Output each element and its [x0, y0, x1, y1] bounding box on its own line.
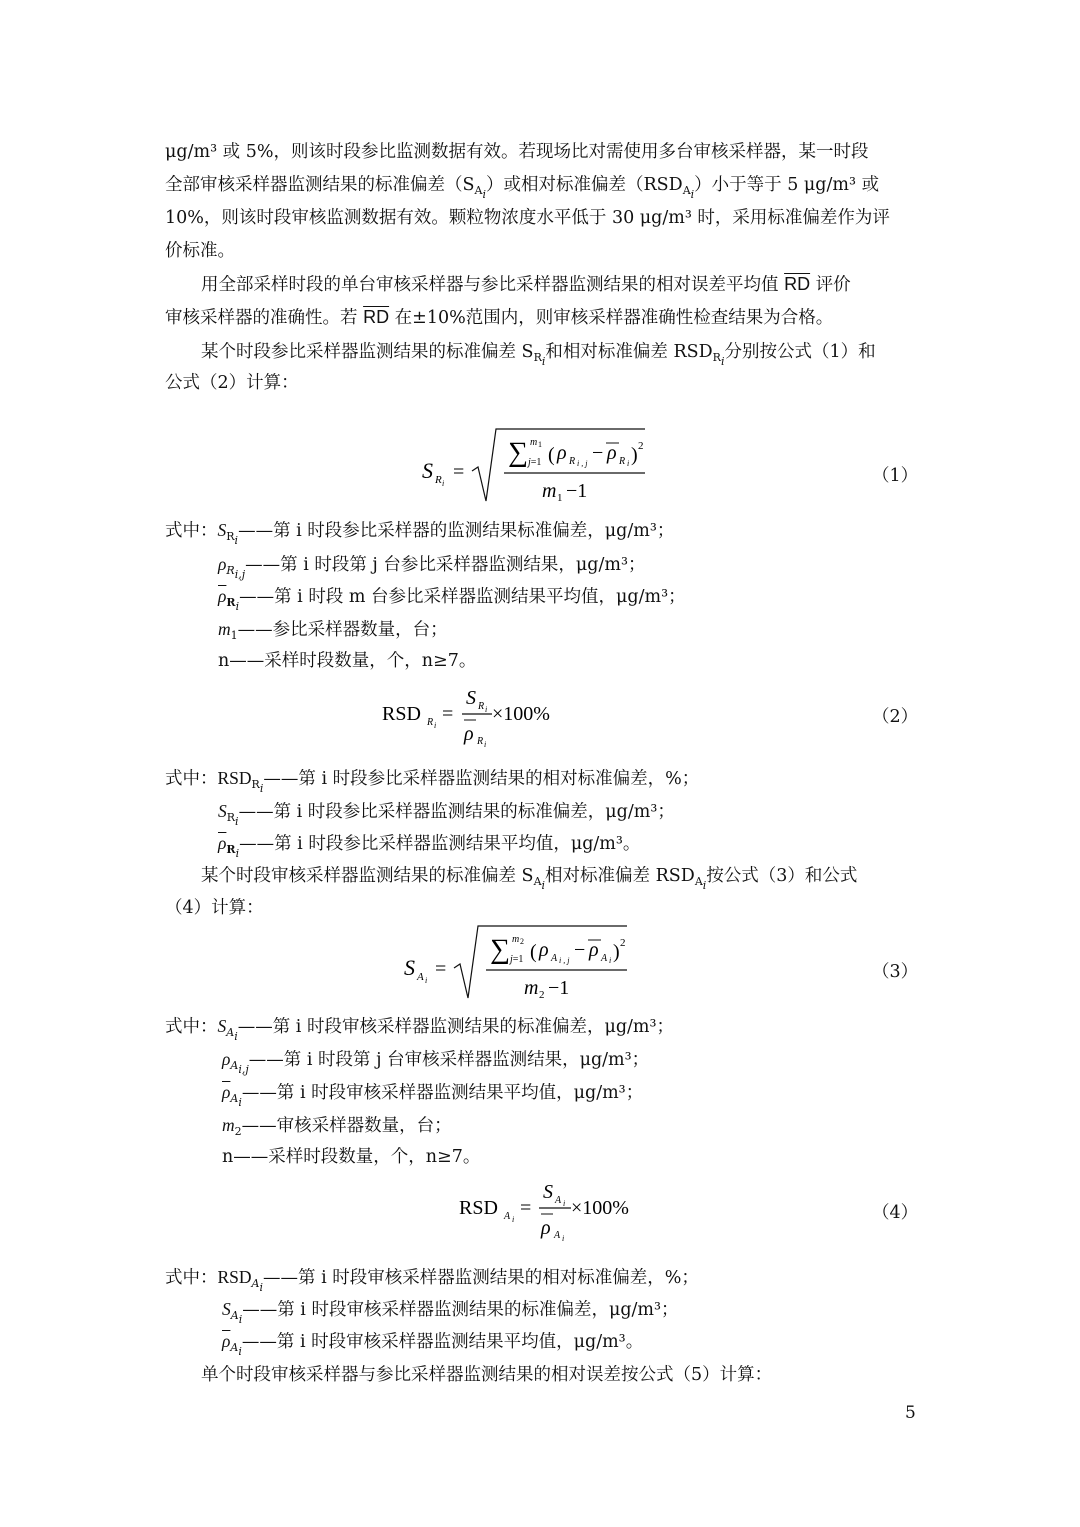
svg-text:=: =: [435, 958, 447, 980]
svg-text:A: A: [601, 953, 608, 964]
svg-text:ρ: ρ: [557, 442, 567, 464]
svg-text:1: 1: [538, 440, 542, 449]
formula-3: [402, 922, 642, 1002]
svg-text:m: m: [512, 934, 520, 945]
defs1-line4: $m_1——$参比采样器数量，台；: [218, 619, 448, 642]
formula-2: [380, 680, 580, 750]
svg-text:−1: −1: [548, 977, 570, 999]
defs1-line1: 式中：$S_{R_i}——$第 i 时段参比采样器的监测结果标准偏差，μg/m³；: [165, 520, 675, 547]
svg-text:i: i: [442, 479, 445, 488]
svg-text:ρ: ρ: [464, 723, 474, 745]
svg-text:i: i: [434, 721, 437, 730]
defs1-line3: $\overline{\rho}_{R_i}——$第 i 时段 m 台参比采样器监测结果平均值，μg/m³；: [218, 586, 686, 613]
para4-line1: 某个时段审核采样器监测结果的标准偏差 $S_{A_i}$相对标准偏差 $RSD_{A_i}$按公式（3）和公式: [201, 866, 858, 892]
defs4-line3: $\overline{\rho}_{A_i}——$第 i 时段审核采样器监测结果平均值，μg/m³。: [222, 1331, 644, 1358]
svg-text:A: A: [555, 1195, 562, 1206]
svg-text:S: S: [466, 687, 476, 709]
formula-2-number: （2）: [872, 707, 919, 727]
svg-text:R: R: [477, 736, 484, 747]
svg-text:S: S: [404, 955, 415, 980]
defs3-line2: $\rho_{A_{i,j}}——$第 i 时段第 j 台审核采样器监测结果，μg/m³；: [222, 1049, 650, 1076]
p3-line2: 公式（2）计算：: [165, 373, 299, 393]
svg-text:=: =: [520, 1197, 532, 1219]
svg-text:i: i: [627, 459, 630, 468]
formula-4: [457, 1176, 657, 1248]
svg-text:i: i: [563, 1199, 566, 1208]
svg-text:R: R: [569, 456, 576, 467]
defs3-line4: $m_2——$审核采样器数量，台；: [222, 1115, 452, 1138]
svg-text:i , j: i , j: [577, 459, 588, 468]
page-number: 5: [905, 1403, 916, 1423]
svg-text:R: R: [478, 701, 485, 712]
defs1-line2: $\rho_{R_{i,j}}——$第 i 时段第 j 台参比采样器监测结果，μg/m³；: [218, 554, 646, 581]
svg-text:2: 2: [620, 937, 626, 949]
svg-text:(: (: [530, 941, 537, 963]
formula-1: [420, 425, 660, 505]
svg-text:i: i: [562, 1234, 565, 1243]
svg-text:S: S: [543, 1181, 553, 1203]
svg-text:i: i: [609, 956, 612, 965]
p1-line2: 全部审核采样器监测结果的标准偏差$(S_{A_i})$或相对标准偏差$(RSD_{A_i})$小于等于 5 μg/m³ 或: [165, 175, 880, 201]
svg-text:i: i: [485, 705, 488, 714]
svg-text:i: i: [512, 1215, 515, 1224]
svg-text:A: A: [417, 971, 424, 983]
svg-text:R: R: [619, 456, 626, 467]
svg-text:S: S: [422, 458, 433, 483]
defs3-line3: $\overline{\rho}_{A_i}——$第 i 时段审核采样器监测结果平均值，μg/m³；: [222, 1082, 644, 1109]
svg-text:j=1: j=1: [510, 954, 524, 965]
defs3-line5: n——采样时段数量，个，n≥7。: [222, 1147, 481, 1167]
p1-line3: 10%，则该时段审核监测数据有效。颗粒物浓度水平低于 30 μg/m³ 时，采用标准偏差作为评: [165, 208, 890, 228]
svg-text:m: m: [524, 977, 539, 999]
defs2-line1: 式中：$RSD_{R_i}——$第 i 时段参比采样器监测结果的相对标准偏差，%；: [165, 768, 700, 795]
svg-text:×100%: ×100%: [571, 1197, 629, 1219]
svg-text:×100%: ×100%: [492, 703, 550, 725]
svg-text:ρ: ρ: [539, 939, 549, 961]
formula-1-number: （1）: [872, 466, 919, 486]
p1-line4: 价标准。: [165, 241, 235, 261]
svg-text:2: 2: [539, 989, 545, 1001]
svg-text:(: (: [548, 444, 555, 466]
svg-text:R: R: [435, 474, 442, 486]
svg-text:−: −: [592, 442, 604, 464]
svg-text:i: i: [425, 976, 428, 985]
svg-text:j=1: j=1: [528, 457, 542, 468]
defs4-line2: $S_{A_i}——$第 i 时段审核采样器监测结果的标准偏差，μg/m³；: [222, 1299, 679, 1326]
svg-text:m: m: [530, 437, 538, 448]
svg-text:1: 1: [557, 492, 563, 504]
svg-text:RSD: RSD: [382, 703, 421, 725]
defs4-line1: 式中：$RSD_{A_i}——$第 i 时段审核采样器监测结果的相对标准偏差，%；: [165, 1267, 699, 1294]
rd-overline-symbol: $\overline{RD}$: [784, 274, 811, 294]
svg-text:=: =: [453, 461, 465, 483]
defs3-line1: 式中：$S_{A_i}——$第 i 时段审核采样器监测结果的标准偏差，μg/m³；: [165, 1016, 675, 1043]
p2-line2: 审核采样器的准确性。若 $\overline{RD}$ 在±10%范围内，则审核采样器准确性检查结果为合格。: [165, 307, 834, 328]
para4-line2: （4）计算：: [165, 898, 264, 918]
svg-text:): ): [631, 444, 638, 466]
svg-text:=: =: [442, 703, 454, 725]
svg-text:A: A: [504, 1211, 511, 1222]
svg-text:2: 2: [520, 937, 524, 946]
svg-text:RSD: RSD: [459, 1197, 498, 1219]
svg-text:i: i: [484, 740, 487, 749]
svg-text:ρ: ρ: [589, 939, 599, 961]
svg-text:−1: −1: [566, 480, 588, 502]
defs2-line2: $S_{R_i}——$第 i 时段参比采样器监测结果的标准偏差，μg/m³；: [218, 801, 675, 828]
p1-line1: μg/m³ 或 5%，则该时段参比监测数据有效。若现场比对需使用多台审核采样器，某一时段: [165, 142, 869, 162]
defs1-line5: n——采样时段数量，个，n≥7。: [218, 651, 477, 671]
closing-line: 单个时段审核采样器与参比采样器监测结果的相对误差按公式（5）计算：: [201, 1365, 773, 1385]
svg-text:m: m: [542, 480, 557, 502]
svg-text:ρ: ρ: [541, 1217, 551, 1239]
svg-text:ρ: ρ: [607, 442, 617, 464]
formula-3-number: （3）: [872, 962, 919, 982]
svg-text:∑: ∑: [490, 934, 510, 965]
svg-text:A: A: [554, 1230, 561, 1241]
formula-4-number: （4）: [872, 1203, 919, 1223]
svg-text:): ): [613, 941, 620, 963]
svg-text:−: −: [574, 939, 586, 961]
p2-line1: 用全部采样时段的单台审核采样器与参比采样器监测结果的相对误差平均值 $\overline{RD}$ 评价: [201, 274, 851, 295]
svg-text:i , j: i , j: [559, 956, 570, 965]
svg-text:2: 2: [638, 440, 644, 452]
p3-line1: 某个时段参比采样器监测结果的标准偏差 $S_{R_i}$和相对标准偏差 $RSD_{R_i}$分别按公式（1）和: [201, 342, 876, 368]
svg-text:∑: ∑: [508, 437, 528, 468]
svg-text:R: R: [427, 717, 434, 728]
defs2-line3: $\overline{\rho}_{R_i}——$第 i 时段参比采样器监测结果平均值，μg/m³。: [218, 833, 641, 860]
svg-text:A: A: [551, 953, 558, 964]
